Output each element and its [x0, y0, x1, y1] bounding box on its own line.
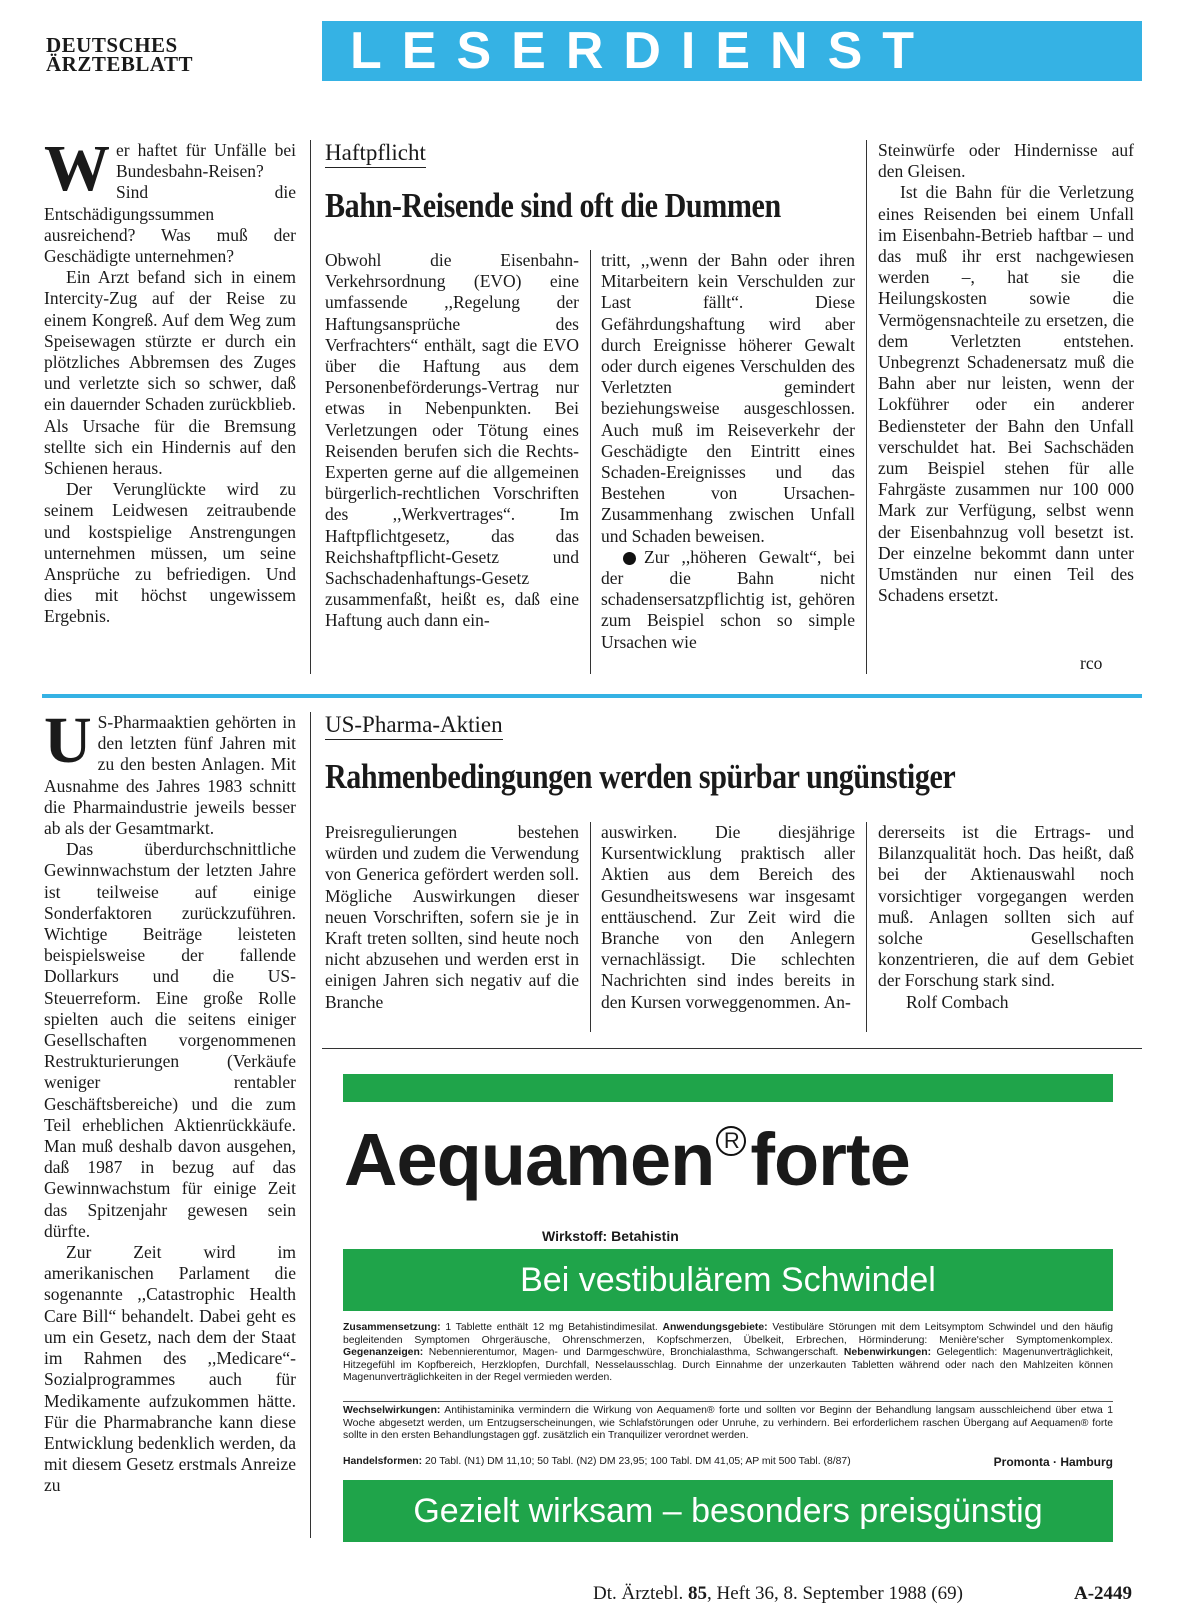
column-divider — [590, 822, 591, 1032]
column-divider — [310, 140, 311, 674]
article1-col2-text: Obwohl die Eisenbahn-Verkehrsordnung (EVO) eine umfassende ,,Regelung der Haftungsansprüche des Verfrachters“ enthält, sagt die EVO über die Haftung aus dem Personenbeförderungs-Vertrag nur etwas in Nebenpunkten. Bei Verletzungen oder Tötung eines Reisenden berufen sich die Rechts-Experten gerne auf die allgemeinen bürgerlich-rechtlichen Vorschriften des ,,Werkvertrages“. Im Haftpflichtgesetz, das das Reichshaftpflicht-Gesetz und Sachschadenhaftungs-Gesetz zusammenfaßt, heißt es, daß eine Haftung auch dann ein- — [325, 250, 579, 631]
article2-column4 — [878, 822, 1134, 1013]
article1-col4-text-b: Ist die Bahn für die Verletzung eines Reisenden bei einem Unfall im Eisenbahn-Betrieb haftbar – und das muß ihr erst nachgewiesen werden –, hat sie die Heilungskosten sowie die Vermögensnachteile zu ersetzen, die dem Verletzten entstehen. Unbegrenzt Schadenersatz muß die Bahn aber nur leisten, wenn der Lokführer oder ein anderer Bediensteter der Bahn den Unfall verschuldet hat. Bei Sachschäden zum Beispiel stehen für alle Fahrgäste zusammen nur 100 000 Mark zur Verfügung, selbst wenn der Eisenbahnzug voll besetzt ist. Der einzelne bekommt dann unter Umständen nur einen Teil des Schadens ersetzt. — [878, 182, 1134, 606]
registered-mark-icon: R — [716, 1126, 746, 1156]
ad-claim-banner: Bei vestibulärem Schwindel — [343, 1249, 1113, 1311]
article2-author: Rolf Combach — [906, 991, 1009, 1012]
bullet-icon — [623, 552, 636, 565]
column-divider — [310, 712, 311, 1538]
dropcap: W — [44, 132, 110, 205]
article2-headline: Rahmenbedingungen werden spürbar ungünstiger — [325, 757, 956, 796]
article1-author: rco — [1080, 653, 1103, 673]
section-divider — [42, 694, 1142, 698]
masthead-line1: DEUTSCHES — [46, 33, 178, 57]
article2-column2 — [325, 822, 579, 1013]
article1-intro-column — [44, 132, 296, 628]
article1-headline: Bahn-Reisende sind oft die Dummen — [325, 186, 781, 225]
ad-fine-print: Zusammensetzung: 1 Tablette enthält 12 mg Betahistindimesilat. Anwendungsgebiete: Vestibuläre Störungen mit dem Leitsymptom Schwindel und den häufig begleitenden Symptomen Ohrgeräusche, Ohrenschmerzen, Kopfschmerzen, Übelkeit, Erbrechen, Hörminderung: Menière'scher Symptomenkomplex. Gegenanzeigen: Nebennierentumor, Magen- und Darmgeschwüre, Bronchialasthma, Schwangerschaft. Nebenwirkungen: Gelegentlich: Magenunverträglichkeit, Hitzegefühl im Kopfbereich, Herzklopfen, Durchfall, Nesselausschlag. Durch Einnahme der unzerkauten Tabletten während oder nach den Mahlzeiten können Magenunverträglichkeiten in der Regel vermieden werden. — [343, 1322, 1113, 1384]
masthead-line2: ÄRZTEBLATT — [46, 52, 193, 76]
article1-column4 — [878, 140, 1134, 606]
column-divider — [590, 250, 591, 674]
article2-column3 — [601, 822, 855, 1013]
article1-column2 — [325, 250, 579, 632]
article2-intro-p3: Zur Zeit wird im amerikanischen Parlament die sogenannte ,,Catastrophic Health Care Bill“ behandelt. Dabei geht es um ein Gesetz, nach dem der Staat im Rahmen des ,,Medicare“-Sozialprogrammes auch für Medikamente aufzukommen hätte. Für die Pharmabranche kann diese Entwicklung bedenklich werden, da mit diesem Gesetz erstmals Anreize zu — [44, 1242, 296, 1496]
ad-slogan-banner: Gezielt wirksam – besonders preisgünstig — [343, 1480, 1113, 1542]
article2-intro-column — [44, 704, 296, 1497]
article2-kicker: US-Pharma-Aktien — [325, 712, 503, 740]
article2-intro-p2: Das überdurchschnittliche Gewinnwachstum der letzten Jahre ist teilweise auf einige Sonderfaktoren zurückzuführen. Wichtige Beiträge leisteten beispielsweise der fallende Dollarkurs und die US-Steuerreform. Eine große Rolle spielten auch die seitens einiger Gesellschaften vorgenommenen Restrukturierungen (Verkäufe weniger rentabler Geschäftsbereiche) und die zum Teil erheblichen Aktienrückkäufe. Man muß deshalb davon ausgehen, daß 1987 in bezug auf das Gewinnwachstum für einige Zeit das Spitzenjahr gewesen sein dürfte. — [44, 839, 296, 1241]
page-citation: Dt. Ärztebl. 85, Heft 36, 8. September 1988 (69) — [593, 1583, 963, 1604]
article2-col4-text: dererseits ist die Ertrags- und Bilanzqualität hoch. Das heißt, daß bei der Aktienauswahl noch vorsichtiger vorgegangen werden muß. Anlagen sollten sich auf solche Gesellschaften konzentrieren, die auf dem Gebiet der Forschung stark sind. — [878, 822, 1134, 991]
column-divider — [866, 140, 867, 674]
ad-top-rule — [322, 1048, 1142, 1049]
masthead — [46, 33, 216, 76]
column-divider — [866, 822, 867, 1032]
article2-intro-p1: S-Pharmaaktien gehörten in den letzten fünf Jahren mit zu den besten Anlagen. Mit Ausnahme des Jahres 1983 schnitt die Pharmaindustrie jeweils besser ab als der Gesamtmarkt. — [44, 712, 296, 839]
article1-intro-p3: Der Verunglückte wird zu seinem Leidwesen zeitraubende und kostspielige Anstrengungen unternehmen müssen, um seine Ansprüche zu befriedigen. Und dies mit höchst ungewissem Ergebnis. — [44, 479, 296, 627]
article1-col3-text: tritt, ,,wenn der Bahn oder ihren Mitarbeitern kein Verschulden zur Last fällt“. Diese Gefährdungshaftung wird aber durch Ereignisse höherer Gewalt oder durch eigenes Verschulden des Verletzten gemindert beziehungsweise ausgeschlossen. Auch muß im Reiseverkehr der Geschädigte den Eintritt eines Schaden-Ereignisses und das Bestehen von Ursachen-Zusammenhang zwischen Unfall und Schaden beweisen. — [601, 250, 855, 546]
ad-fine-print-2: Wechselwirkungen: Antihistaminika vermindern die Wirkung von Aequamen® forte und sollten vor Beginn der Behandlung langsam ausschleichend über etwa 1 Woche abgesetzt werden, um Entzugserscheinungen, wie Schlafstörungen oder Unruhe, zu verhindern. Bei erforderlichem raschen Übergang auf Aequamen® forte sollte in den ersten Behandlungstagen ggf. zusätzlich ein Tranquilizer verordnet werden. — [343, 1405, 1113, 1442]
ad-pack-sizes: Handelsformen: 20 Tabl. (N1) DM 11,10; 50 Tabl. (N2) DM 23,95; 100 Tabl. DM 41,05; AP mit 500 Tabl. (8/87) Promonta · Hamburg — [343, 1455, 1113, 1469]
ad-fine-print-divider — [343, 1401, 1113, 1402]
ad-green-bar-top — [343, 1074, 1113, 1102]
article1-column3 — [601, 250, 855, 653]
section-title: LESERDIENST — [350, 22, 935, 80]
article2-col3-text: auswirken. Die diesjährige Kursentwicklung praktisch aller Aktien aus dem Bereich des Gesundheitswesens war insgesamt enttäuschend. Zur Zeit wird die Branche von den Anlegern vernachlässigt. Die schlechten Nachrichten sind indes bereits in den Kursen vorweggenommen. An- — [601, 822, 855, 1012]
article1-intro-p1: er haftet für Unfälle bei Bundesbahn-Reisen? Sind die Entschädigungssummen ausreichend? Was muß der Geschädigte unternehmen? — [44, 140, 296, 267]
article2-col2-text: Preisregulierungen bestehen würden und zudem die Verwendung von Generica gefördert werden soll. Mögliche Auswirkungen dieser neuen Vorschriften, sofern sie je in Kraft treten sollten, sind heute noch nicht abzusehen und werden erst in einigen Jahren sich negativ auf die Branche — [325, 822, 579, 1012]
page-number: A-2449 — [1074, 1583, 1133, 1604]
ad-brand-name: Aequamen R forte — [344, 1118, 910, 1201]
section-banner — [322, 21, 1142, 81]
article1-kicker: Haftpflicht — [325, 140, 426, 168]
dropcap: U — [44, 704, 92, 777]
ad-ingredient: Wirkstoff: Betahistin — [542, 1228, 679, 1244]
article1-col3-bullet-text: Zur ,,höheren Gewalt“, bei der die Bahn nicht schadensersatzpflichtig ist, gehören zum Beispiel schon so simple Ursachen wie — [601, 546, 855, 652]
article1-intro-p2: Ein Arzt befand sich in einem Intercity-Zug auf der Reise zu einem Kongreß. Auf dem Weg zum Speisewagen stürzte er durch ein plötzliches Abbremsen des Zuges und verletzte sich so schwer, daß ein dauernder Schaden zurückblieb. Als Ursache für die Bremsung stellte sich ein Hindernis auf den Schienen heraus. — [44, 267, 296, 479]
article1-col4-text-a: Steinwürfe oder Hindernisse auf den Gleisen. — [878, 140, 1134, 182]
ad-company: Promonta · Hamburg — [993, 1455, 1113, 1469]
